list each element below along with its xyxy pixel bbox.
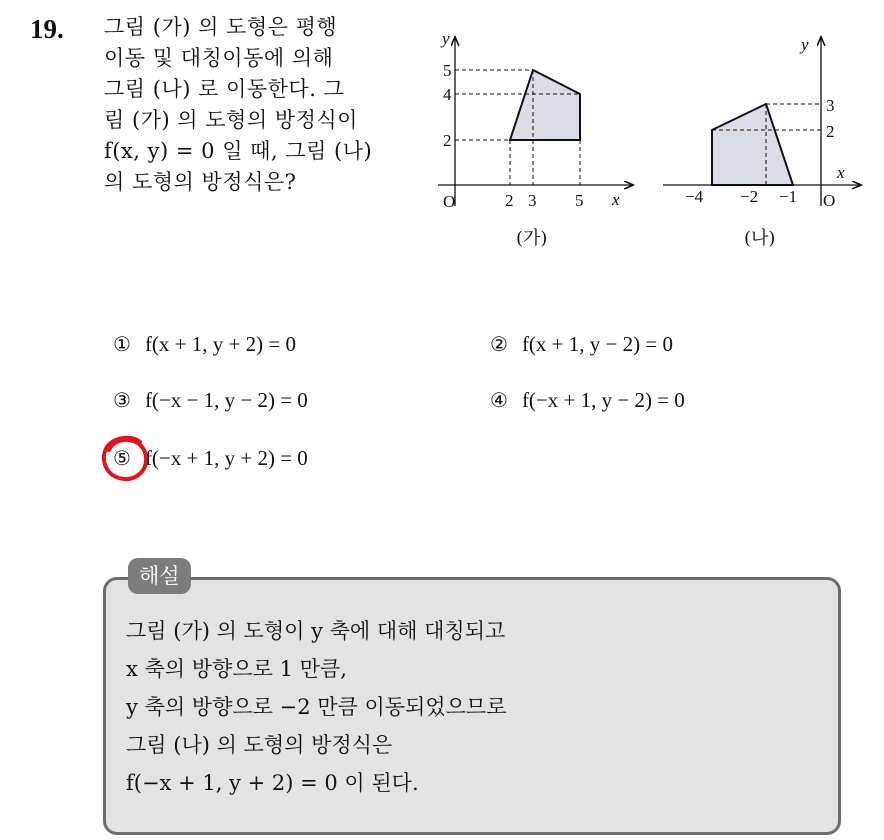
choice-mark: ④ (490, 388, 508, 412)
choice-mark: ① (113, 332, 131, 356)
answer-circle-icon (100, 434, 152, 484)
figure-b (655, 28, 865, 218)
x-tick-label: −4 (685, 187, 704, 206)
choice-2[interactable] (490, 332, 673, 357)
figure-b-caption: (나) (744, 228, 776, 249)
question-number: 19. (30, 14, 64, 44)
question-line: 림 (가) 의 도형의 방정식이 (104, 108, 358, 132)
y-axis-label: y (801, 35, 809, 54)
x-tick-label: −2 (740, 187, 759, 206)
choice-expression: f(x + 1, y − 2) = 0 (521, 332, 673, 356)
x-tick-label: 2 (505, 191, 514, 210)
x-axis-label: x (612, 190, 620, 209)
y-tick-label: 2 (826, 122, 835, 141)
choice-expression: f(x + 1, y + 2) = 0 (144, 332, 296, 356)
y-tick-label: 4 (443, 85, 452, 104)
y-tick-label: 2 (443, 131, 452, 150)
choice-3[interactable] (113, 388, 308, 413)
figure-a (432, 28, 642, 218)
choice-mark: ③ (113, 388, 131, 412)
choice-expression: f(−x + 1, y − 2) = 0 (521, 388, 685, 412)
question-text (104, 12, 404, 198)
x-tick-label: −1 (779, 187, 798, 206)
shape-a (510, 70, 580, 140)
x-axis-label: x (837, 163, 845, 182)
solution-line: f(−x + 1, y + 2) = 0 이 된다. (126, 771, 419, 795)
question-line: 그림 (나) 로 이동한다. 그 (104, 77, 345, 101)
question-line: 의 도형의 방정식은? (104, 170, 297, 194)
choice-expression: f(−x − 1, y − 2) = 0 (144, 388, 308, 412)
origin-label: O (443, 192, 456, 211)
figure-a-caption: (가) (516, 228, 548, 249)
y-axis-label: y (442, 29, 450, 48)
choice-mark: ⑤ (113, 446, 131, 470)
solution-line: x 축의 방향으로 1 만큼, (126, 657, 347, 681)
solution-title: 해설 (128, 558, 191, 594)
question-line: f(x, y) = 0 일 때, 그림 (나) (104, 139, 373, 163)
question-line: 이동 및 대칭이동에 의해 (104, 46, 334, 70)
solution-text (126, 612, 507, 802)
choice-mark: ② (490, 332, 508, 356)
choice-expression: f(−x + 1, y + 2) = 0 (144, 446, 308, 470)
x-tick-label: 3 (528, 191, 537, 210)
origin-label: O (823, 191, 836, 210)
question-line: 그림 (가) 의 도형은 평행 (104, 15, 338, 39)
y-tick-label: 5 (443, 61, 452, 80)
solution-line: y 축의 방향으로 −2 만큼 이동되었으므로 (126, 695, 507, 719)
choice-1[interactable] (113, 332, 296, 357)
shape-b (712, 104, 793, 185)
y-tick-label: 3 (826, 96, 835, 115)
solution-line: 그림 (나) 의 도형의 방정식은 (126, 733, 393, 757)
choice-4[interactable] (490, 388, 685, 413)
x-tick-label: 5 (575, 191, 584, 210)
solution-line: 그림 (가) 의 도형이 y 축에 대해 대칭되고 (126, 619, 506, 643)
